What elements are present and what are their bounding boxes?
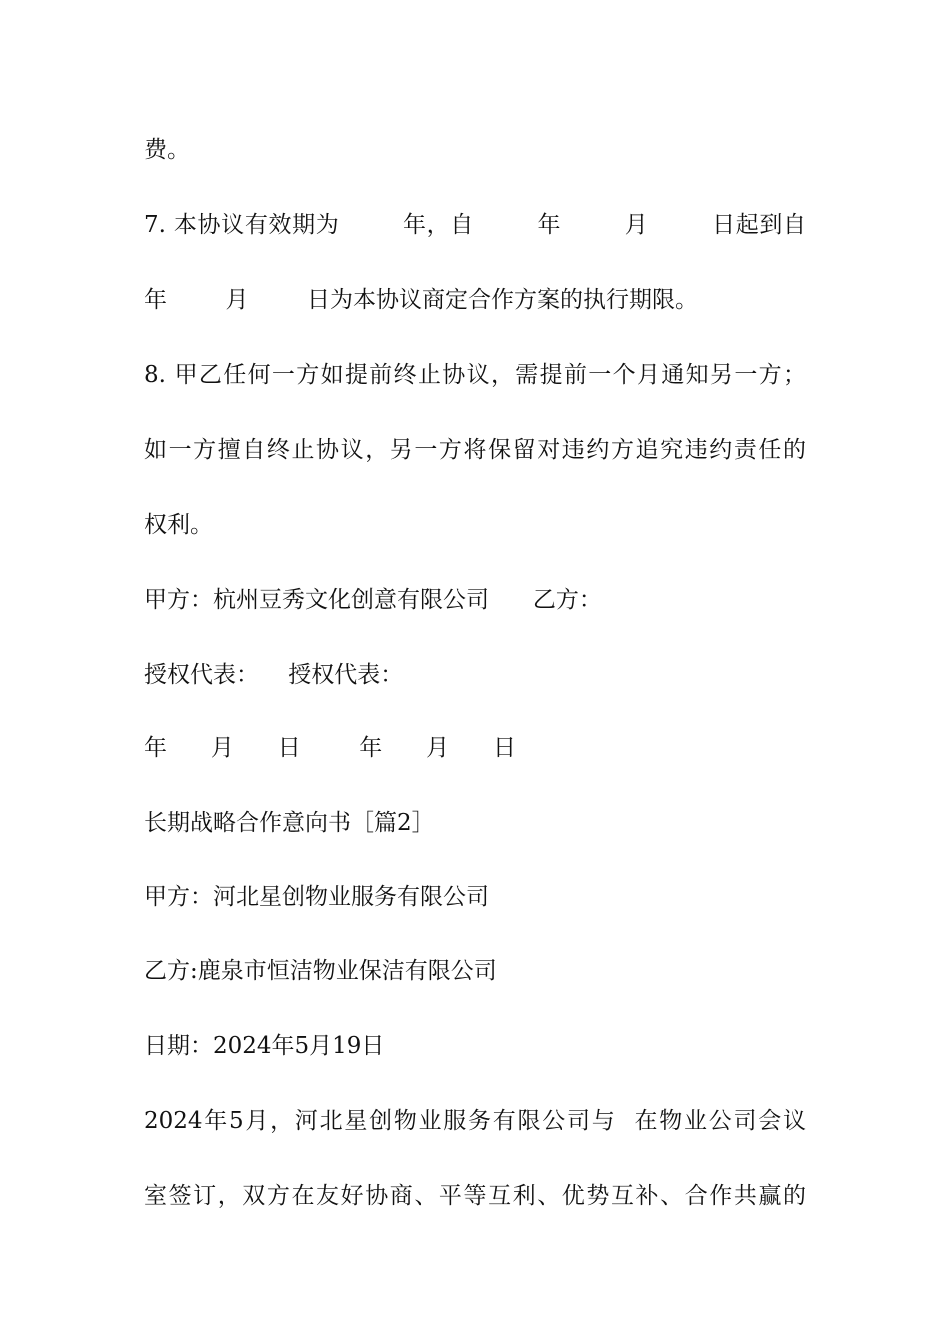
clause-8-ending: 权利。 [144,512,213,538]
clause-7-validity-period: 7. 本协议有效期为 年，自 年 月 日起到自 [144,212,806,238]
section-title: 长期战略合作意向书［篇2］ [144,810,435,836]
clause-7-continuation: 年 月 日为本协议商定合作方案的执行期限。 [144,287,698,313]
body-paragraph-line-2: 室签订，双方在友好协商、平等互利、优势互补、合作共赢的 [144,1183,806,1209]
clause-8-continuation: 如一方擅自终止协议，另一方将保留对违约方追究违约责任的 [144,437,806,463]
document-date: 日期：2024年5月19日 [144,1033,385,1059]
party-b: 乙方:鹿泉市恒洁物业保洁有限公司 [144,958,497,984]
signature-representatives: 授权代表： 授权代表： [144,662,404,688]
body-paragraph-line-1: 2024年5月，河北星创物业服务有限公司与 在物业公司会议 [144,1108,806,1134]
signature-dates: 年 月 日 年 月 日 [144,735,516,761]
clause-8-termination: 8. 甲乙任何一方如提前终止协议，需提前一个月通知另一方； [144,362,806,388]
party-a: 甲方：河北星创物业服务有限公司 [144,884,489,910]
signature-parties: 甲方：杭州豆秀文化创意有限公司 乙方： [144,587,602,613]
text-line-fee-ending: 费。 [144,137,190,163]
